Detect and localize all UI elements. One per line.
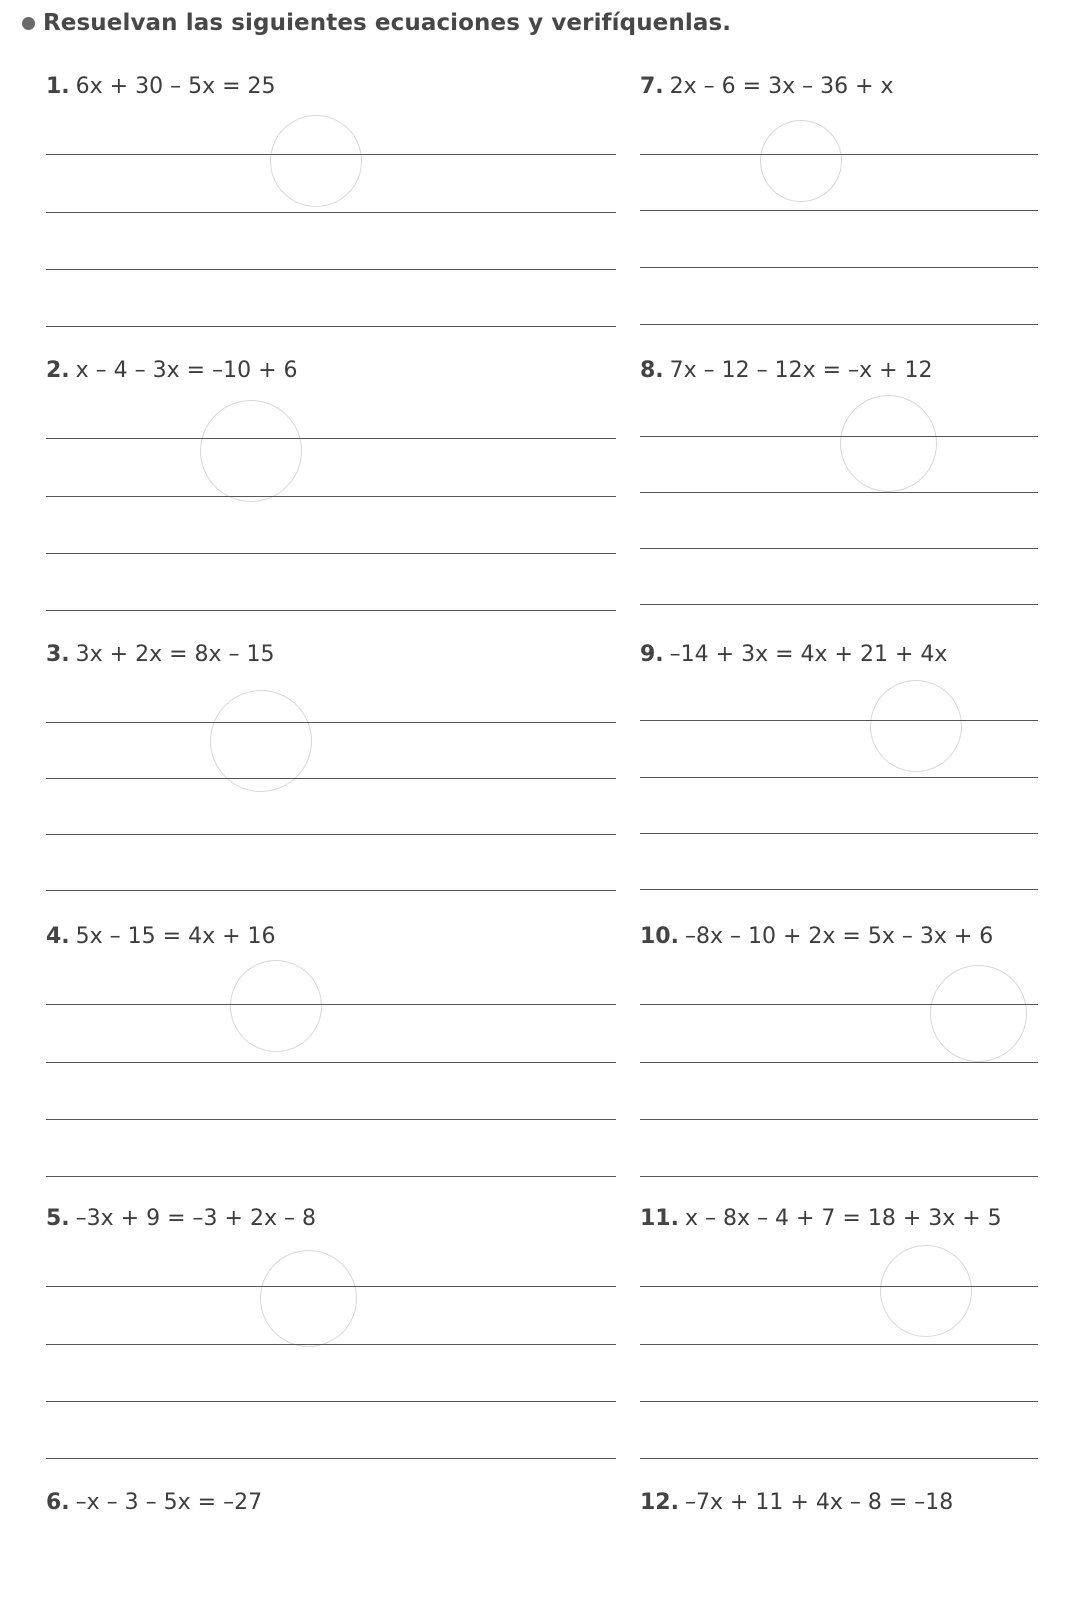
problem-7 [640, 72, 1038, 352]
answer-line[interactable] [46, 834, 616, 835]
answer-line[interactable] [46, 1176, 616, 1177]
answer-line[interactable] [640, 1176, 1038, 1177]
answer-line[interactable] [640, 1119, 1038, 1120]
problem-10 [640, 922, 1038, 1202]
answer-line[interactable] [46, 438, 616, 439]
problem-4 [46, 922, 616, 1202]
answer-line[interactable] [46, 1458, 616, 1459]
answer-line[interactable] [640, 1344, 1038, 1345]
problem-equation: 5x – 15 = 4x + 16 [75, 924, 276, 949]
answer-line[interactable] [640, 889, 1038, 890]
problem-number: 4. [46, 924, 70, 949]
answer-line[interactable] [640, 324, 1038, 325]
answer-line[interactable] [46, 610, 616, 611]
problem-6 [46, 1488, 616, 1588]
problem-12 [640, 1488, 1038, 1588]
answer-line[interactable] [46, 1004, 616, 1005]
bullet-icon [22, 17, 35, 30]
problem-9 [640, 640, 1038, 920]
answer-line[interactable] [640, 154, 1038, 155]
answer-line[interactable] [46, 1286, 616, 1287]
answer-line[interactable] [640, 492, 1038, 493]
answer-line[interactable] [640, 1062, 1038, 1063]
problem-number: 11. [640, 1206, 679, 1231]
answer-line[interactable] [46, 154, 616, 155]
answer-line[interactable] [46, 1119, 616, 1120]
problem-8 [640, 356, 1038, 636]
answer-line[interactable] [46, 212, 616, 213]
answer-line[interactable] [46, 778, 616, 779]
problem-5 [46, 1204, 616, 1484]
answer-line[interactable] [46, 1344, 616, 1345]
answer-line[interactable] [640, 210, 1038, 211]
problem-number: 10. [640, 924, 679, 949]
problem-equation: x – 4 – 3x = –10 + 6 [75, 358, 298, 383]
problem-equation: –3x + 9 = –3 + 2x – 8 [75, 1206, 316, 1231]
problem-number: 1. [46, 74, 70, 99]
problem-number: 6. [46, 1490, 70, 1515]
problem-number: 2. [46, 358, 70, 383]
problem-equation: 3x + 2x = 8x – 15 [75, 642, 275, 667]
answer-line[interactable] [46, 1401, 616, 1402]
problem-equation: –8x – 10 + 2x = 5x – 3x + 6 [684, 924, 994, 949]
answer-line[interactable] [46, 326, 616, 327]
answer-line[interactable] [640, 777, 1038, 778]
problem-1 [46, 72, 616, 352]
problem-equation: x – 8x – 4 + 7 = 18 + 3x + 5 [684, 1206, 1002, 1231]
answer-line[interactable] [640, 1286, 1038, 1287]
problem-11 [640, 1204, 1038, 1484]
problem-equation: –7x + 11 + 4x – 8 = –18 [684, 1490, 954, 1515]
answer-line[interactable] [640, 833, 1038, 834]
problem-number: 7. [640, 74, 664, 99]
problem-3 [46, 640, 616, 920]
answer-line[interactable] [46, 890, 616, 891]
answer-line[interactable] [46, 553, 616, 554]
answer-line[interactable] [46, 269, 616, 270]
problem-number: 3. [46, 642, 70, 667]
problem-2 [46, 356, 616, 636]
answer-line[interactable] [640, 1004, 1038, 1005]
instruction-text: Resuelvan las siguientes ecuaciones y verifíquenlas. [43, 10, 732, 36]
answer-line[interactable] [640, 604, 1038, 605]
answer-line[interactable] [46, 496, 616, 497]
problem-number: 8. [640, 358, 664, 383]
problem-number: 9. [640, 642, 664, 667]
answer-line[interactable] [640, 436, 1038, 437]
answer-line[interactable] [46, 1062, 616, 1063]
problem-equation: 7x – 12 – 12x = –x + 12 [669, 358, 933, 383]
problem-number: 5. [46, 1206, 70, 1231]
answer-line[interactable] [640, 548, 1038, 549]
problem-equation: –14 + 3x = 4x + 21 + 4x [669, 642, 948, 667]
answer-line[interactable] [640, 1458, 1038, 1459]
problem-number: 12. [640, 1490, 679, 1515]
answer-line[interactable] [640, 720, 1038, 721]
problem-equation: 2x – 6 = 3x – 36 + x [669, 74, 894, 99]
answer-line[interactable] [640, 267, 1038, 268]
answer-line[interactable] [640, 1401, 1038, 1402]
problem-equation: 6x + 30 – 5x = 25 [75, 74, 276, 99]
answer-line[interactable] [46, 722, 616, 723]
problem-equation: –x – 3 – 5x = –27 [75, 1490, 263, 1515]
instruction-heading [22, 10, 731, 36]
